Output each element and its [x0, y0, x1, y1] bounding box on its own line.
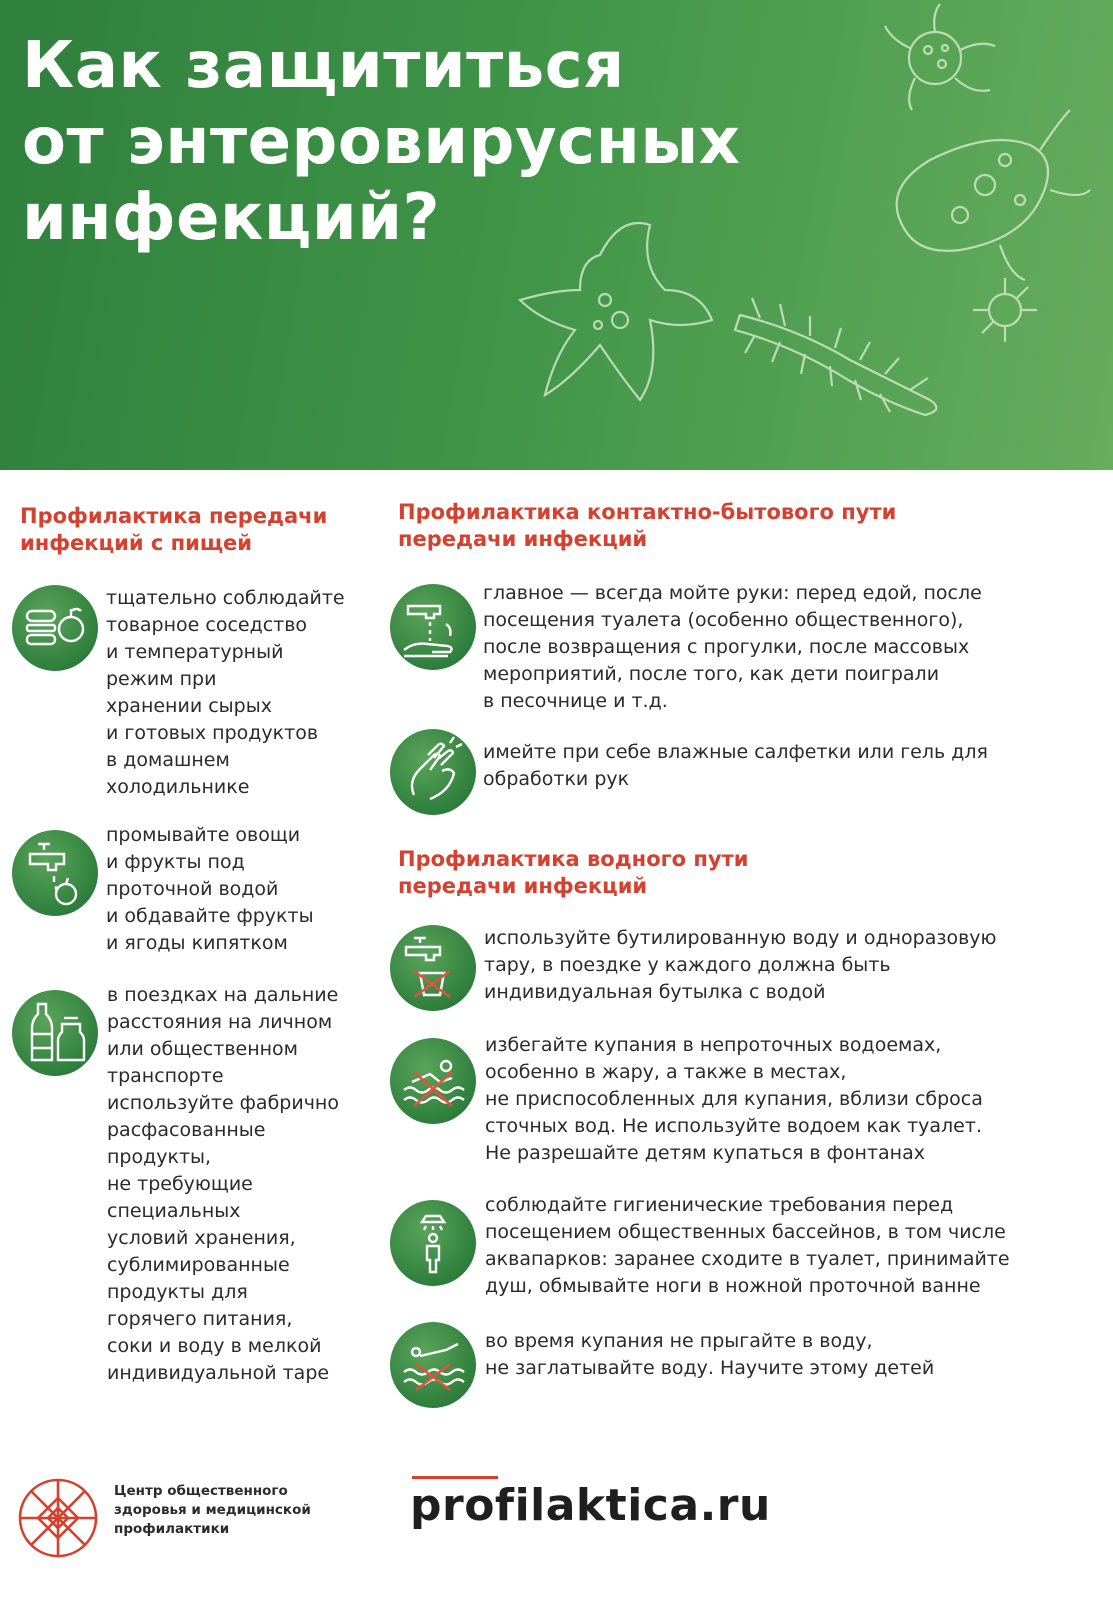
item-text: в поездках на дальние расстояния на личном или общественном транспорте используйте фабрично расфасованные продукты, не требующие специальных условий хранения, сублимированные продукты для горячего питания, соки и воду в мелкой индивидуальной таре: [107, 984, 339, 1384]
website-accent-line: [412, 1476, 498, 1479]
section-title-food: Профилактика передачи инфекций с пищей: [20, 504, 328, 555]
no-swimming-icon: [390, 1038, 476, 1124]
item-text: тщательно соблюдайте товарное соседство и температурный режим при хранении сырых и готовых продуктов в домашнем холодильнике: [106, 587, 345, 798]
org-logo-icon: [16, 1476, 100, 1560]
bottles-icon: [12, 990, 98, 1076]
item-text: используйте бутилированную воду и одноразовую тару, в поездке у каждого должна быть индивидуальная бутылка с водой: [484, 927, 997, 1003]
item-text: промывайте овощи и фрукты под проточной водой и обдавайте фрукты и ягоды кипятком: [106, 824, 314, 954]
item-text: во время купания не прыгайте в воду, не заглатывайте воду. Научите этому детей: [485, 1330, 935, 1379]
bottled-water-icon: [390, 925, 476, 1011]
hand-sanitizer-icon: [390, 729, 476, 815]
item-text: избегайте купания в непроточных водоемах, особенно в жару, а также в местах, не приспособленных для купания, вблизи сброса сточных вод. Не используйте водоем как туалет. Не разрешайте детям купаться в фонтанах: [485, 1034, 983, 1164]
section-title-water: Профилактика водного пути передачи инфекций: [398, 847, 749, 898]
section-title-contact: Профилактика контактно-бытового пути передачи инфекций: [398, 500, 897, 551]
item-text: имейте при себе влажные салфетки или гель для обработки рук: [483, 741, 988, 790]
shower-icon: [390, 1200, 476, 1286]
item-text: главное — всегда мойте руки: перед едой, после посещения туалета (особенно общественного), после возвращения с прогулки, после массовых мероприятий, после того, как дети поиграли в песочнице и т.д.: [483, 582, 982, 712]
hand-washing-icon: [390, 584, 476, 670]
wash-fruit-icon: [12, 830, 98, 916]
website-link[interactable]: profilaktica.ru: [410, 1480, 771, 1531]
no-diving-icon: [390, 1322, 476, 1408]
food-storage-icon: [12, 585, 98, 671]
page-title: Как защититься от энтеровирусных инфекций?: [22, 29, 741, 255]
org-name: Центр общественного здоровья и медицинской профилактики: [114, 1483, 311, 1537]
item-text: соблюдайте гигиенические требования перед посещением общественных бассейнов, в том числе аквапарков: заранее сходите в туалет, принимайте душ, обмывайте ноги в ножной проточной ванне: [485, 1194, 1010, 1297]
header-banner: [0, 0, 1113, 470]
